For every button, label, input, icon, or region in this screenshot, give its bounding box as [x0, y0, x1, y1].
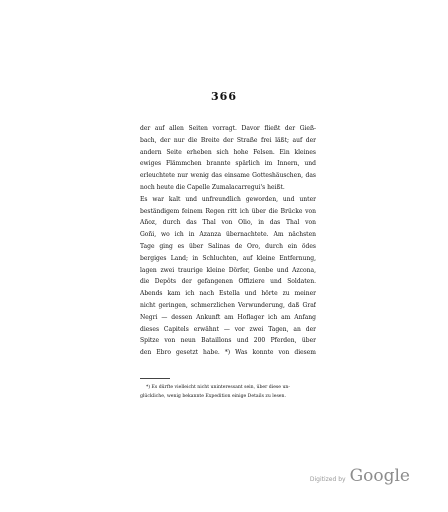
- footnote-line: *) Es dürfte vielleicht nicht uninteressant sein, über diese un-: [146, 385, 290, 390]
- text-line: lagen zwei traurige kleine Dörfer, Genbe und Azcona,: [140, 266, 316, 274]
- text-line: die Depôts der gefangenen Offiziere und Soldaten.: [140, 278, 316, 286]
- text-line: Abends kam ich nach Estella und hörte zu meiner: [140, 290, 316, 298]
- google-logo: Google: [349, 466, 410, 486]
- text-line: andern Seite erheben sich hohe Felsen. Ein kleines: [140, 148, 316, 156]
- text-line: bergiges Land; in Schluchten, auf kleine Entfernung,: [140, 254, 316, 262]
- text-line: erleuchtete nur wenig das einsame Gotteshäuschen, das: [140, 172, 316, 180]
- text-line: noch heute die Capelle Zumalacarregui's heißt.: [140, 183, 285, 191]
- text-line: Negri — dessen Ankunft am Hoflager ich am Anfang: [140, 313, 316, 321]
- footnote: [140, 383, 316, 401]
- watermark-prefix: Digitized by: [309, 476, 346, 483]
- footnote-line: glückliche, wenig bekannte Expedition einige Details zu lesen.: [140, 394, 286, 399]
- text-line: ewiges Flämmchen brannte spärlich im Innern, und: [140, 160, 316, 168]
- page-number: 366: [211, 90, 237, 103]
- body-text: [140, 123, 316, 359]
- footnote-divider: [140, 378, 170, 379]
- text-line: Añoz, durch das Thal von Olio, in das Thal von: [140, 219, 316, 227]
- text-line: Es war kalt und unfreundlich geworden, und unter: [140, 195, 316, 203]
- text-line: Spitze von neun Bataillons und 200 Pferden, über: [140, 337, 316, 345]
- text-line: bach, der nur die Breite der Straße frei läßt; auf der: [140, 136, 316, 144]
- digitized-by-google-watermark: [310, 466, 410, 486]
- text-line: Tage ging es über Salinas de Oro, durch ein ödes: [140, 242, 316, 250]
- text-line: den Ebro gesetzt habe. *) Was konnte von diesem: [140, 349, 316, 357]
- text-line: Goñi, wo ich in Azanza übernachtete. Am nächsten: [140, 231, 316, 239]
- text-line: dieses Capitels erwähnt — vor zwei Tagen, an der: [140, 325, 316, 333]
- text-line: der auf allen Seiten vorragt. Davor fließt der Gieß-: [140, 125, 316, 132]
- text-line: beständigem feinem Regen ritt ich über die Brücke von: [140, 207, 316, 215]
- text-line: nicht geringen, schmerzlichen Verwunderung, daß Graf: [140, 301, 316, 309]
